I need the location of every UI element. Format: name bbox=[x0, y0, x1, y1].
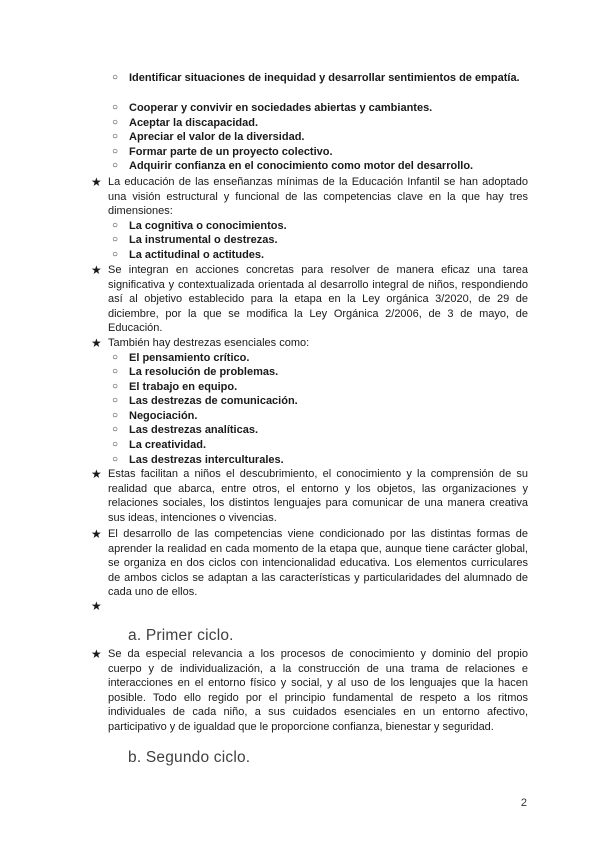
list-item: ○ La actitudinal o actitudes. bbox=[129, 248, 529, 262]
paragraph-acciones-concretas: Se integran en acciones concretas para resolver de manera eficaz una tarea significativa y contextualizada orientada al desarrollo integral de niños, respondiendo así al objetivo establecido para la etapa en la Ley orgánica 3/2020, de 29 de diciembre, por la que se modifica la Ley Orgánica 2/2006, de 3 de mayo, de Educación. bbox=[108, 264, 528, 335]
star-bullet-icon: ★ bbox=[91, 647, 102, 661]
section-heading-primer-ciclo: a. Primer ciclo. bbox=[128, 627, 234, 644]
list-item: ○ Las destrezas interculturales. bbox=[129, 453, 529, 467]
list-item: ○ Negociación. bbox=[129, 409, 529, 423]
list-item: ○ Las destrezas de comunicación. bbox=[129, 394, 529, 408]
star-bullet-icon: ★ bbox=[91, 175, 102, 189]
paragraph-primer-ciclo: Se da especial relevancia a los procesos de conocimiento y dominio del propio cuerpo y de individualización, a la construcción de una trama de relaciones e interacciones en el entorno físico y social, y al uso de los lenguajes que la hacen posible. Todo ello regido por el principio fundamental de respeto a los ritmos individuales de cada niño, a sus cuidados esenciales en un entorno afectivo, participativo y de igualdad que le proporcione confianza, bienestar y seguridad. bbox=[108, 648, 528, 733]
list-item: ○ Aceptar la discapacidad. bbox=[129, 116, 529, 130]
list-item: ○ La cognitiva o conocimientos. bbox=[129, 219, 529, 233]
list-item: ○ Formar parte de un proyecto colectivo. bbox=[129, 145, 529, 159]
list-item: ○ La instrumental o destrezas. bbox=[129, 233, 529, 247]
list-item: ○ Cooperar y convivir en sociedades abiertas y cambiantes. bbox=[129, 101, 529, 115]
star-bullet-icon: ★ bbox=[91, 336, 102, 350]
list-item: ○ La creatividad. bbox=[129, 438, 529, 452]
star-bullet-icon: ★ bbox=[91, 527, 102, 541]
section-heading-segundo-ciclo: b. Segundo ciclo. bbox=[128, 749, 251, 766]
list-item: ○ El pensamiento crítico. bbox=[129, 351, 529, 365]
star-bullet-icon: ★ bbox=[91, 467, 102, 481]
list-item: ○ Apreciar el valor de la diversidad. bbox=[129, 130, 529, 144]
list-item: ○ La resolución de problemas. bbox=[129, 365, 529, 379]
star-bullet-icon: ★ bbox=[91, 599, 102, 613]
list-item: ○ Adquirir confianza en el conocimiento como motor del desarrollo. bbox=[129, 159, 529, 173]
star-bullet-icon: ★ bbox=[91, 263, 102, 277]
list-item: ○ Identificar situaciones de inequidad y desarrollar sentimientos de empatía. bbox=[129, 71, 529, 85]
paragraph-descubrimiento: Estas facilitan a niños el descubrimiento, el conocimiento y la comprensión de su realidad que abarca, entre otros, el entorno y los objetos, las organizaciones y relaciones sociales, los distintos lenguajes para comunicar de una manera creativa sus ideas, intenciones o vivencias. bbox=[108, 468, 528, 524]
paragraph-destrezas-intro: También hay destrezas esenciales como: bbox=[108, 337, 310, 349]
list-item: ○ El trabajo en equipo. bbox=[129, 380, 529, 394]
list-item: ○ Las destrezas analíticas. bbox=[129, 423, 529, 437]
paragraph-desarrollo-competencias: El desarrollo de las competencias viene condicionado por las distintas formas de aprender la realidad en cada momento de la etapa que, aunque tiene carácter global, se organiza en dos ciclos con intencionalidad educativa. Los elementos curriculares de ambos ciclos se adaptan a las características y particularidades del alumnado de cada uno de ellos. bbox=[108, 528, 528, 599]
page-number: 2 bbox=[520, 797, 527, 809]
paragraph-competencias-clave: La educación de las enseñanzas mínimas de la Educación Infantil se han adoptado una visión estructural y funcional de las competencias clave en la que hay tres dimensiones: bbox=[108, 176, 528, 218]
